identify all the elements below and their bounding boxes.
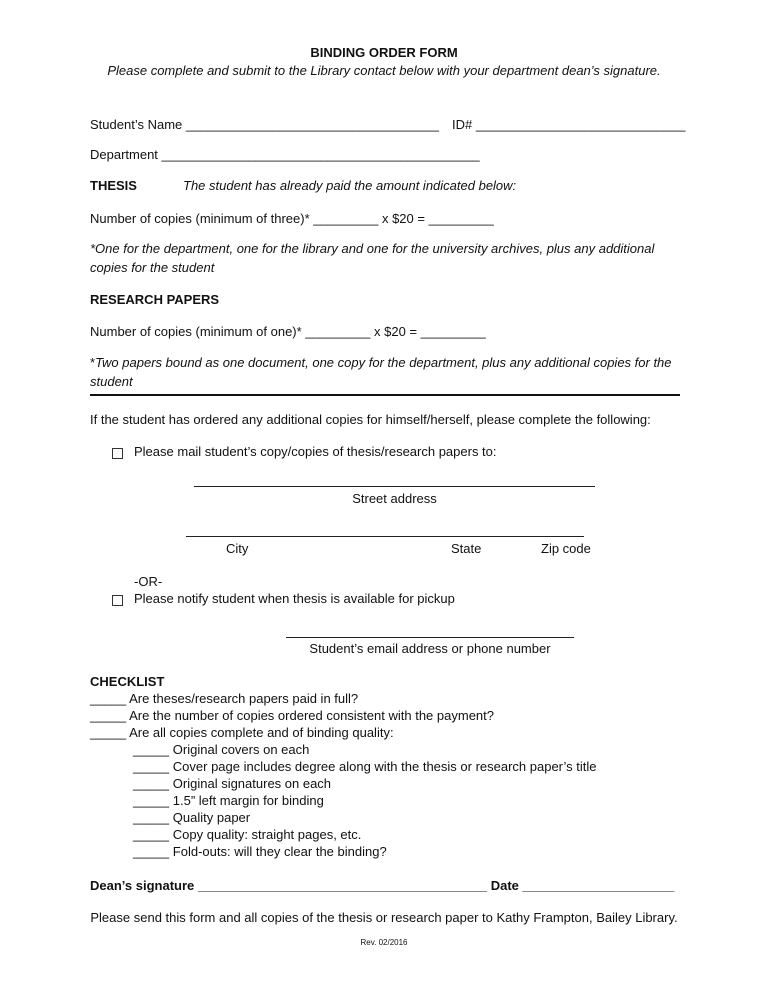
research-copies-row bbox=[90, 324, 486, 339]
checklist-blank[interactable]: _____ bbox=[133, 742, 170, 757]
checklist-subitem-text: Fold-outs: will they clear the binding? bbox=[172, 844, 387, 859]
checklist-blank[interactable]: _____ bbox=[90, 691, 127, 706]
thesis-heading: THESIS bbox=[90, 178, 137, 193]
department-row bbox=[90, 147, 480, 162]
research-footnote-line1-row bbox=[90, 355, 672, 370]
checklist-heading: CHECKLIST bbox=[90, 674, 165, 689]
additional-intro: If the student has ordered any additional copies for himself/herself, please complete the following: bbox=[90, 412, 651, 427]
checklist-subitem-text: Original signatures on each bbox=[172, 776, 332, 791]
checklist-subitem-text: Original covers on each bbox=[172, 742, 310, 757]
dean-signature-field[interactable]: ________________________________________ bbox=[197, 878, 488, 893]
dean-signature-label: Dean’s signature bbox=[90, 878, 195, 893]
street-address-line[interactable] bbox=[194, 486, 595, 487]
checklist-subitem bbox=[133, 759, 597, 774]
research-footnote-line2: student bbox=[90, 374, 133, 389]
research-heading: RESEARCH PAPERS bbox=[90, 292, 220, 307]
checklist-item-text: Are all copies complete and of binding quality: bbox=[129, 725, 394, 740]
student-name-label: Student’s Name bbox=[90, 117, 183, 132]
thesis-price: x $20 = bbox=[381, 211, 425, 226]
footer-instruction: Please send this form and all copies of the thesis or research paper to Kathy Frampton, Bailey Library. bbox=[90, 910, 678, 925]
thesis-footnote-line2: copies for the student bbox=[90, 260, 215, 275]
department-field[interactable]: ____________________________________________ bbox=[161, 147, 480, 162]
dean-signature-row bbox=[90, 878, 674, 893]
zip-label: Zip code bbox=[541, 541, 591, 556]
pickup-option-checkbox[interactable] bbox=[112, 595, 123, 606]
date-field[interactable]: _____________________ bbox=[522, 878, 675, 893]
checklist-blank[interactable]: _____ bbox=[133, 776, 170, 791]
checklist-item bbox=[90, 725, 394, 740]
student-id-row bbox=[452, 117, 686, 132]
thesis-copies-row bbox=[90, 211, 494, 226]
date-label: Date bbox=[490, 878, 519, 893]
thesis-note: The student has already paid the amount indicated below: bbox=[183, 178, 517, 193]
checklist-subitem-text: Cover page includes degree along with the thesis or research paper’s title bbox=[172, 759, 597, 774]
checklist-subitem-text: Copy quality: straight pages, etc. bbox=[172, 827, 362, 842]
state-label: State bbox=[451, 541, 482, 556]
student-name-row bbox=[90, 117, 439, 132]
student-id-field[interactable]: _____________________________ bbox=[475, 117, 686, 132]
checklist-blank[interactable]: _____ bbox=[133, 827, 170, 842]
checklist-subitem bbox=[133, 810, 250, 825]
checklist-item bbox=[90, 708, 494, 723]
checklist-blank[interactable]: _____ bbox=[90, 708, 127, 723]
checklist-subitem bbox=[133, 793, 324, 808]
checklist-subitem bbox=[133, 776, 331, 791]
or-separator: -OR- bbox=[134, 574, 163, 589]
thesis-total-field[interactable]: _________ bbox=[428, 211, 494, 226]
research-footnote-line1: Two papers bound as one document, one copy for the department, plus any additional copies for the bbox=[95, 355, 672, 370]
checklist-blank[interactable]: _____ bbox=[90, 725, 127, 740]
thesis-footnote-line1: *One for the department, one for the library and one for the university archives, plus any additional bbox=[90, 241, 655, 256]
checklist-item-text: Are theses/research papers paid in full? bbox=[129, 691, 359, 706]
student-name-field[interactable]: ___________________________________ bbox=[185, 117, 439, 132]
checklist-blank[interactable]: _____ bbox=[133, 759, 170, 774]
form-title: BINDING ORDER FORM bbox=[310, 45, 458, 60]
mail-option-checkbox[interactable] bbox=[112, 448, 123, 459]
checklist-subitem bbox=[133, 844, 387, 859]
research-copies-field[interactable]: _________ bbox=[305, 324, 371, 339]
checklist-blank[interactable]: _____ bbox=[133, 810, 170, 825]
form-subtitle: Please complete and submit to the Library contact below with your department dean’s signature. bbox=[107, 63, 661, 78]
checklist-item-text: Are the number of copies ordered consistent with the payment? bbox=[129, 708, 494, 723]
research-total-field[interactable]: _________ bbox=[420, 324, 486, 339]
section-divider bbox=[90, 394, 680, 396]
student-id-label: ID# bbox=[452, 117, 473, 132]
checklist-blank[interactable]: _____ bbox=[133, 793, 170, 808]
checklist-item bbox=[90, 691, 358, 706]
thesis-copies-label: Number of copies (minimum of three)* bbox=[90, 211, 310, 226]
research-footnote-star: * bbox=[90, 355, 96, 370]
checklist-subitem-text: 1.5” left margin for binding bbox=[172, 793, 324, 808]
checklist-subitem-text: Quality paper bbox=[172, 810, 251, 825]
contact-line[interactable] bbox=[286, 637, 574, 638]
revision-note: Rev. 02/2016 bbox=[360, 938, 408, 947]
city-state-zip-line[interactable] bbox=[186, 536, 584, 537]
research-price: x $20 = bbox=[374, 324, 418, 339]
pickup-option-label: Please notify student when thesis is available for pickup bbox=[134, 591, 455, 606]
contact-label: Student’s email address or phone number bbox=[309, 641, 551, 656]
checklist-blank[interactable]: _____ bbox=[133, 844, 170, 859]
thesis-copies-field[interactable]: _________ bbox=[313, 211, 379, 226]
city-label: City bbox=[226, 541, 249, 556]
department-label: Department bbox=[90, 147, 158, 162]
research-copies-label: Number of copies (minimum of one)* bbox=[90, 324, 302, 339]
checklist-subitem bbox=[133, 827, 361, 842]
street-address-label: Street address bbox=[352, 491, 437, 506]
mail-option-label: Please mail student’s copy/copies of thesis/research papers to: bbox=[134, 444, 497, 459]
checklist-subitem bbox=[133, 742, 309, 757]
